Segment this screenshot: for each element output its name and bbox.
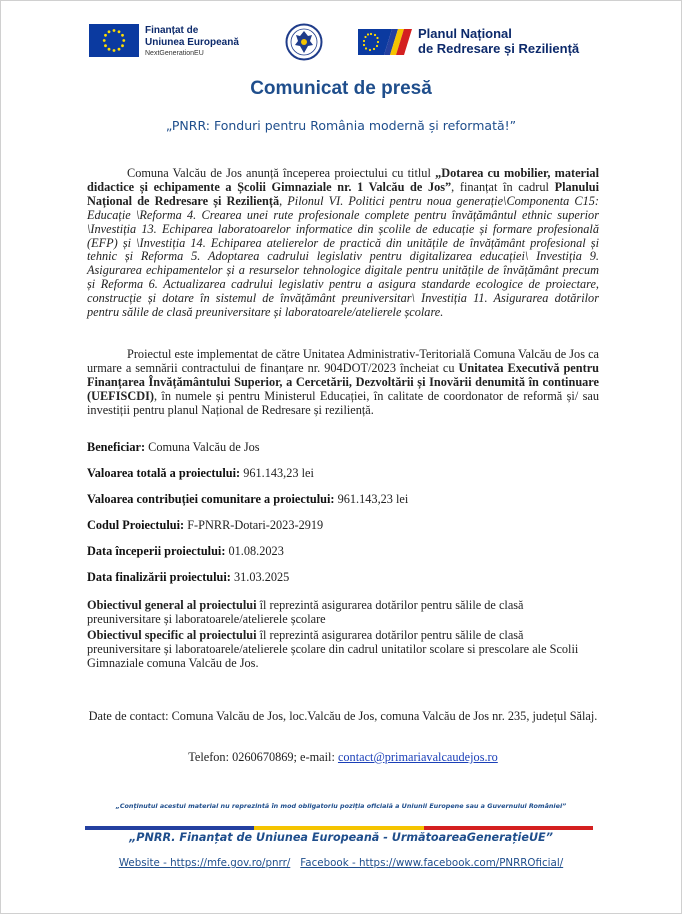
project-code-field (87, 518, 323, 532)
header-logos (0, 23, 682, 63)
plan-name: Planului Național de Redresare și Reziliență (87, 179, 600, 208)
total-value-label: Valoarea totală a proiectului: (87, 466, 241, 480)
beneficiary-field (87, 440, 260, 454)
implementation-paragraph (87, 348, 599, 418)
general-objective-label: Obiectivul general al proiectului (87, 598, 257, 612)
pillar-description: Pilonul VI. Politici pentru noua generație\Componenta C15: Educație \Reforma 4. Crearea unei rute profesionale complete pentru învățământul ethnic superior \Investiția 13. Echiparea laboratoarelor informatice din școlile de educație și formare profesională (EFP) și \Investiția 14. Echiparea atelierelor de practică din unitățile de învățământ profesional și tehnic și Reforma 5. Adoptarea cadrului legislativ pentru digitalizarea educației\ Investiția 9. Asigurarea echipamentelor și a resurselor tehnologice digitale pentru unitățile de învățământ precum și Reforma 6. Actualizarea cadrului legislativ pentru a asigura standarde ecologice de proiectare, construcție și dotare în sistemul de învățământ preuniversitar\ Investiția 11. Asigurarea dotărilor pentru sălile de clasă preuniversitare și laboratoarele/atelierele școlare. (87, 193, 599, 320)
start-date-value: 01.08.2023 (225, 544, 284, 558)
start-date-field (87, 544, 284, 558)
pnrr-logo-text (418, 26, 579, 56)
beneficiary-value: Comuna Valcău de Jos (145, 440, 260, 454)
tricolor-yellow (254, 826, 423, 830)
project-code-label: Codul Proiectului: (87, 518, 185, 532)
intro-text-c: , finanțat în cadrul (451, 179, 555, 194)
general-objective-text: îl reprezintă asigurarea dotărilor pentru sălile de clasă preuniversitare și laboratoarele/atelierele școlare (87, 598, 524, 626)
pnrr-text-line2: de Redresare și Reziliență (418, 41, 580, 56)
eu-text-line3: NextGenerationEU (145, 50, 204, 57)
contact-phone: Telefon: 0260670869; e-mail: (188, 750, 338, 764)
website-link[interactable]: Website - https://mfe.gov.ro/pnrr/ (118, 857, 291, 869)
specific-objective-label: Obiectivul specific al proiectului (87, 628, 257, 642)
end-date-field (87, 570, 289, 584)
page-subtitle: „PNRR: Fonduri pentru România modernă și reformată!” (165, 118, 517, 133)
end-date-label: Data finalizării proiectului: (87, 570, 231, 584)
contribution-label: Valoarea contribuției comunitare a proiectului: (87, 492, 335, 506)
pnrr-flag-icon (358, 27, 412, 57)
specific-objective-text: îl reprezintă asigurarea dotărilor pentru sălile de clasă preuniversitare și laboratoarele/atelierele școlare din cadrul unitatilor scolare si prescolare ale Scolii Gimnaziale comuna Valcău de Jos. (87, 628, 579, 670)
facebook-link[interactable]: Facebook - https://www.facebook.com/PNRROficial/ (300, 857, 564, 869)
intro-text-e: , (279, 193, 288, 208)
romanian-government-seal-icon (285, 23, 323, 61)
pnrr-text-line1: Planul Național (418, 26, 512, 41)
eu-text-line2: Uniunea Europeană (145, 37, 239, 48)
page-title: Comunicat de presă (250, 78, 432, 99)
end-date-value: 31.03.2025 (230, 570, 290, 584)
tricolor-blue (85, 826, 254, 830)
contact-phone-email (87, 749, 599, 765)
intro-text-a: Comuna Valcău de Jos anunță începerea proiectului cu titlul (127, 166, 436, 180)
uefiscdi-name: Unitatea Executivă pentru Finanțarea Învățământului Superior, a Cercetării, Dezvoltării și Inovării denumită în continuare (UEFISCDI) (87, 360, 599, 403)
eu-logo-text (145, 25, 239, 59)
project-code-value: F-PNRR-Dotari-2023-2919 (184, 518, 324, 532)
contribution-value: 961.143,23 lei (334, 492, 409, 506)
beneficiary-label: Beneficiar: (87, 440, 146, 454)
general-objective (87, 598, 599, 626)
footer-title: „PNRR. Finanțat de Uniunea Europeană - UrmătoareaGenerațieUE” (129, 831, 553, 844)
project-title: „Dotarea cu mobilier, material didactice și echipamente a Școlii Gimnaziale nr. 1 Valcău de Jos” (87, 166, 599, 194)
specific-objective (87, 628, 599, 670)
implementation-text-a: Proiectul este implementat de către Unitatea Administrativ-Teritorială Comuna Valcău de Jos ca urmare a semnării contractului de finanțare nr. 904DOT/2023 încheiat cu (87, 347, 599, 375)
total-value-field (87, 466, 314, 480)
eu-text-line1: Finanțat de (145, 25, 199, 36)
intro-paragraph (87, 167, 599, 320)
footer-links (0, 857, 682, 869)
eu-flag-icon (89, 24, 139, 57)
tricolor-bar (85, 826, 593, 830)
disclaimer: „Conținutul acestui material nu reprezintă în mod obligatoriu poziția oficială a Uniunii Europene sau a Guvernului României” (115, 802, 567, 810)
total-value-value: 961.143,23 lei (240, 466, 314, 480)
contact-address: Date de contact: Comuna Valcău de Jos, loc.Valcău de Jos, comuna Valcău de Jos nr. 235, județul Sălaj. (88, 709, 598, 723)
start-date-label: Data începerii proiectului: (87, 544, 226, 558)
contribution-field (87, 492, 408, 506)
contact-email-link[interactable]: contact@primariavalcaudejos.ro (337, 750, 498, 764)
tricolor-red (424, 826, 593, 830)
implementation-text-c: , în numele și pentru Ministerul Educației, în calitate de coordonator de reformă și/ sau investiții pentru planul Național de Redresare și reziliență. (87, 388, 599, 417)
